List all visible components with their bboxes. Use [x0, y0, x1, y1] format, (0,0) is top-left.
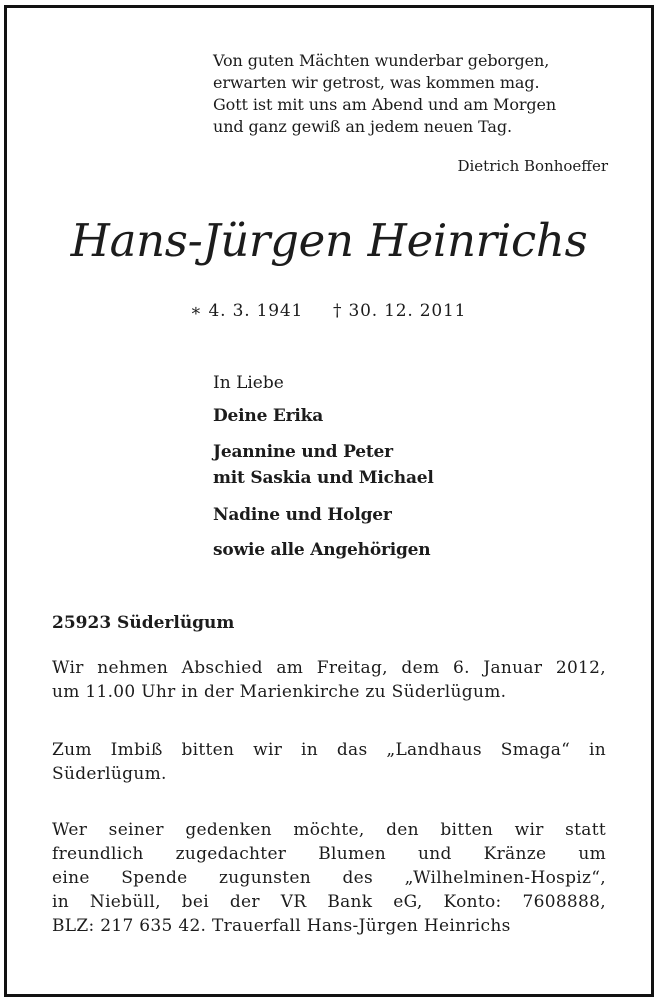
paragraph-line: Süderlügum.	[52, 764, 167, 784]
place-heading: 25923 Süderlügum	[52, 613, 235, 633]
poem-author: Dietrich Bonhoeffer	[457, 157, 608, 175]
paragraph-line: Wir nehmen Abschied am Freitag, dem 6. Januar 2012,	[52, 658, 606, 678]
paragraph-line: freundlich zugedachter Blumen und Kränze um	[52, 844, 606, 864]
paragraph-line: BLZ: 217 635 42. Trauerfall Hans-Jürgen Heinrichs	[52, 916, 511, 936]
poem-line-4: und ganz gewiß an jedem neuen Tag.	[213, 117, 512, 136]
death-date: † 30. 12. 2011	[333, 301, 467, 321]
poem-line-3: Gott ist mit uns am Abend und am Morgen	[213, 95, 557, 114]
paragraph-line: um 11.00 Uhr in der Marienkirche zu Süderlügum.	[52, 682, 507, 702]
poem-line-2: erwarten wir getrost, was kommen mag.	[213, 73, 540, 92]
poem-line-1: Von guten Mächten wunderbar geborgen,	[213, 51, 550, 70]
birth-date: ∗ 4. 3. 1941	[190, 301, 304, 321]
paragraph-line: eine Spende zugunsten des „Wilhelminen-Hospiz“,	[52, 868, 606, 888]
deceased-name: Hans-Jürgen Heinrichs	[70, 214, 588, 267]
mourner-name: sowie alle Angehörigen	[213, 540, 431, 560]
mourner-name: Deine Erika	[213, 406, 324, 426]
mourner-name: mit Saskia und Michael	[213, 468, 434, 488]
paragraph-line: Wer seiner gedenken möchte, den bitten wir statt	[52, 820, 606, 840]
mourners-intro: In Liebe	[213, 373, 284, 393]
mourner-name: Jeannine und Peter	[213, 442, 393, 462]
mourner-name: Nadine und Holger	[213, 505, 392, 525]
paragraph-line: Zum Imbiß bitten wir in das „Landhaus Smaga“ in	[52, 740, 606, 760]
paragraph-line: in Niebüll, bei der VR Bank eG, Konto: 7608888,	[52, 892, 606, 912]
